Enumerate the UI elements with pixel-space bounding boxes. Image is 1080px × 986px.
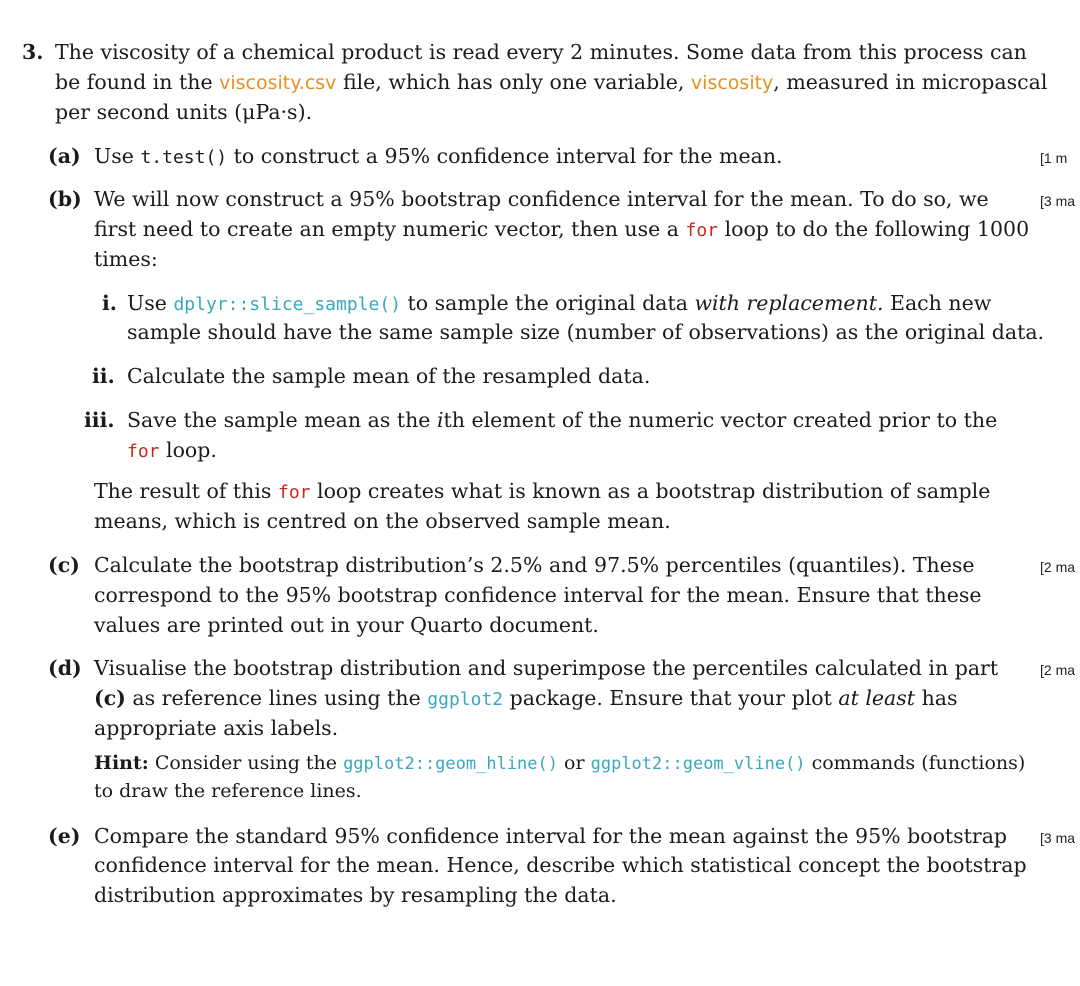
sub-i-line-1: Use dplyr::slice_sample() to sample the original data with replacement. Each new xyxy=(127,291,992,315)
part-a-marks: [1 m xyxy=(1040,150,1068,166)
part-e-label: (e) xyxy=(48,824,81,848)
part-d-marks: [2 ma xyxy=(1040,662,1076,678)
csv-file-name: viscosity.csv xyxy=(219,72,337,94)
part-c-line-1: Calculate the bootstrap distribution’s 2.5% and 97.5% percentiles (quantiles). These xyxy=(94,553,975,577)
intro-line-3: per second units (μPa·s). xyxy=(55,100,313,124)
question-number: 3. xyxy=(22,40,44,64)
sub-ii-label: ii. xyxy=(92,364,115,388)
ggplot2-package: ggplot2 xyxy=(427,689,504,710)
part-a-label: (a) xyxy=(48,144,81,168)
sub-ii-text: Calculate the sample mean of the resampled data. xyxy=(127,364,651,388)
sub-iii-line-1: Save the sample mean as the ith element of the numeric vector created prior to the xyxy=(127,408,998,432)
part-e-line-1: Compare the standard 95% confidence interval for the mean against the 95% bootstrap xyxy=(94,824,1008,848)
part-d-label: (d) xyxy=(48,656,82,680)
part-b-label: (b) xyxy=(48,187,82,211)
variable-name: viscosity xyxy=(690,72,774,94)
part-c-line-3: values are printed out in your Quarto document. xyxy=(94,613,599,637)
hint-line-2: to draw the reference lines. xyxy=(94,780,362,802)
geom-vline-code: ggplot2::geom_vline() xyxy=(590,754,806,774)
part-d-line-3: appropriate axis labels. xyxy=(94,716,339,740)
part-c-line-2: correspond to the 95% bootstrap confidence interval for the mean. Ensure that these xyxy=(94,583,982,607)
part-b-marks: [3 ma xyxy=(1040,193,1076,209)
part-a-text: Use t.test() to construct a 95% confidence interval for the mean. xyxy=(94,144,783,168)
geom-hline-code: ggplot2::geom_hline() xyxy=(343,754,558,774)
intro-line-2: be found in the viscosity.csv file, which has only one variable, viscosity, measured in micropascal xyxy=(55,70,1048,94)
sub-iii-line-2: for loop. xyxy=(127,438,217,462)
part-c-marks: [2 ma xyxy=(1040,559,1076,575)
part-b-line-3: times: xyxy=(94,247,158,271)
part-b-result-line-2: means, which is centred on the observed sample mean. xyxy=(94,509,671,533)
hint-label: Hint: xyxy=(94,752,149,774)
for-keyword: for xyxy=(685,220,719,241)
hint-line-1: Hint: Consider using the ggplot2::geom_hline() or ggplot2::geom_vline() commands (functions) xyxy=(94,752,1026,774)
part-c-label: (c) xyxy=(48,553,80,577)
intro-line-1: The viscosity of a chemical product is read every 2 minutes. Some data from this process can xyxy=(55,40,1027,64)
part-b-line-2: first need to create an empty numeric vector, then use a for loop to do the following 1000 xyxy=(94,217,1030,241)
part-e-marks: [3 ma xyxy=(1040,830,1076,846)
sub-iii-label: iii. xyxy=(84,408,115,432)
t-test-code: t.test() xyxy=(140,147,228,168)
part-d-line-1: Visualise the bootstrap distribution and superimpose the percentiles calculated in part xyxy=(94,656,999,680)
sub-i-line-2: sample should have the same sample size (number of observations) as the original data. xyxy=(127,320,1045,344)
part-e-line-2: confidence interval for the mean. Hence, describe which statistical concept the bootstrap xyxy=(94,853,1027,877)
part-b-result-line-1: The result of this for loop creates what is known as a bootstrap distribution of sample xyxy=(94,479,991,503)
part-e-line-3: distribution approximates by resampling the data. xyxy=(94,883,617,907)
sub-i-label: i. xyxy=(102,291,117,315)
slice-sample-code: dplyr::slice_sample() xyxy=(173,294,402,315)
part-d-line-2: (c) as reference lines using the ggplot2 package. Ensure that your plot at least has xyxy=(94,686,958,710)
part-b-line-1: We will now construct a 95% bootstrap confidence interval for the mean. To do so, we xyxy=(94,187,989,211)
